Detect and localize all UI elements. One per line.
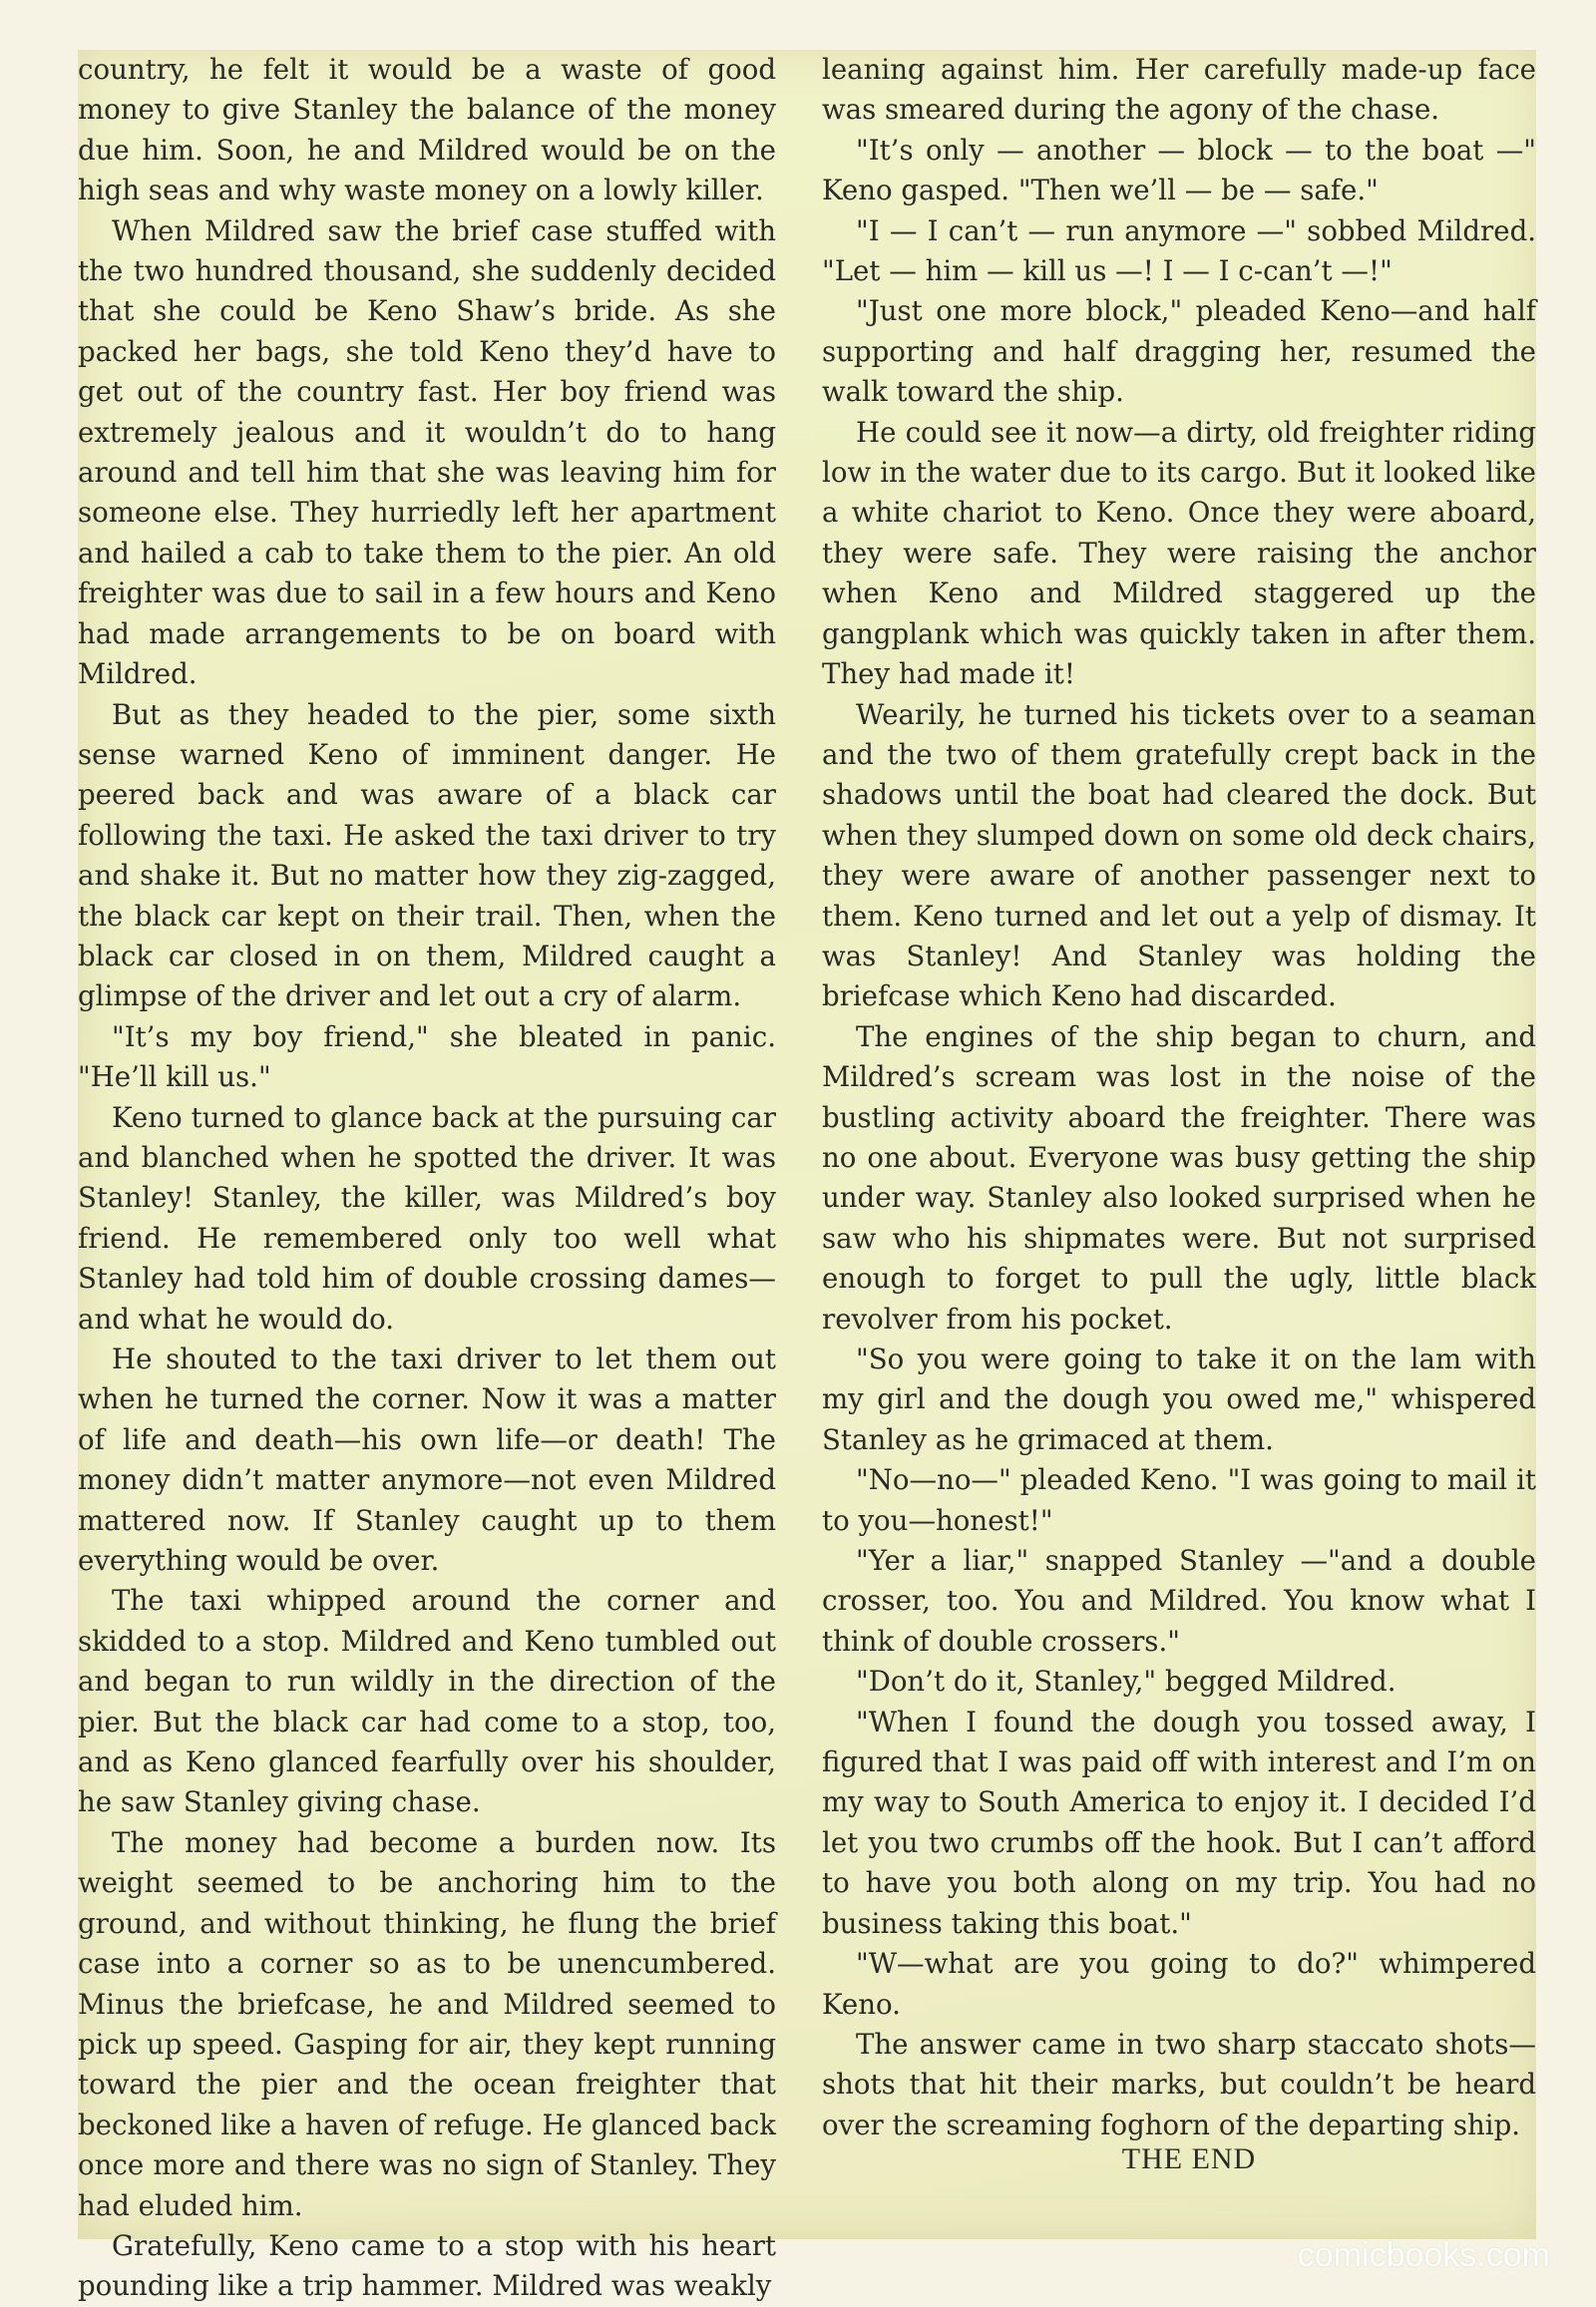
paragraph: country, he felt it would be a waste of good money to give Stanley the balance of the money due him. Soon, he and Mildred would be on the high seas and why waste money on a lowly killer. xyxy=(78,53,776,207)
paragraph: "It’s only — another — block — to the boat —" Keno gasped. "Then we’ll — be — safe." xyxy=(822,133,1536,207)
paragraph: The taxi whipped around the corner and skidded to a stop. Mildred and Keno tumbled out and began to run wildly in the direction of the pier. But the black car had come to a stop, too, and as Keno glanced fearfully over his shoulder, he saw Stanley giving chase. xyxy=(78,1584,776,1819)
paragraph: The money had become a burden now. Its weight seemed to be anchoring him to the ground, and without thinking, he flung the brief case into a corner so as to be unencumbered. Minus the briefcase, he and Mildred seemed to pick up speed. Gasping for air, they kept running toward the pier and the ocean freighter that beckoned like a haven of refuge. He glanced back once more and there was no sign of Stanley. They had eluded him. xyxy=(78,1825,776,2222)
paragraph: The answer came in two sharp staccato shots—shots that hit their marks, but couldn’t be heard over the screaming foghorn of the departing ship. xyxy=(822,2027,1536,2141)
right-column xyxy=(822,50,1536,2145)
paragraph: "It’s my boy friend," she bleated in panic. "He’ll kill us." xyxy=(78,1019,776,1094)
paragraph: "Don’t do it, Stanley," begged Mildred. xyxy=(856,1665,1396,1699)
site-watermark: comicbooks.com xyxy=(1297,2236,1550,2274)
paragraph: "Yer a liar," snapped Stanley —"and a double crosser, too. You and Mildred. You know what I think of double crossers." xyxy=(822,1544,1536,1658)
paragraph: "I — I can’t — run anymore —" sobbed Mildred. "Let — him — kill us —! I — I c-can’t —!" xyxy=(822,213,1536,288)
paragraph: "So you were going to take it on the lam with my girl and the dough you owed me," whispered Stanley as he grimaced at them. xyxy=(822,1343,1536,1456)
the-end-label: THE END xyxy=(1121,2142,1257,2175)
paragraph: He could see it now—a dirty, old freighter riding low in the water due to its cargo. But it looked like a white chariot to Keno. Once they were aboard, they were safe. They were raising the anchor when Keno and Mildred staggered up the gangplank which was quickly taken in after them. They had made it! xyxy=(822,415,1536,691)
paragraph: The engines of the ship began to churn, and Mildred’s scream was lost in the noise of the bustling activity aboard the freighter. There was no one about. Everyone was busy getting the ship under way. Stanley also looked surprised when he saw who his shipmates were. But not surprised enough to forget to pull the ugly, little black revolver from his pocket. xyxy=(822,1019,1536,1336)
paragraph: He shouted to the taxi driver to let them out when he turned the corner. Now it was a matter of life and death—his own life—or death! The money didn’t matter anymore—not even Mildred mattered now. If Stanley caught up to them everything would be over. xyxy=(78,1343,776,1578)
paragraph: "W—what are you going to do?" whimpered Keno. xyxy=(822,1947,1536,2021)
paragraph: Gratefully, Keno came to a stop with his heart pounding like a trip hammer. Mildred was weakly xyxy=(78,2228,776,2303)
paragraph: "No—no—" pleaded Keno. "I was going to mail it to you—honest!" xyxy=(822,1463,1536,1537)
paragraph: But as they headed to the pier, some sixth sense warned Keno of imminent danger. He peered back and was aware of a black car following the taxi. He asked the taxi driver to try and shake it. But no matter how they zig-zagged, the black car kept on their trail. Then, when the black car closed in on them, Mildred caught a glimpse of the driver and let out a cry of alarm. xyxy=(78,697,776,1013)
paragraph: leaning against him. Her carefully made-up face was smeared during the agony of the chase. xyxy=(822,53,1536,127)
paragraph: When Mildred saw the brief case stuffed with the two hundred thousand, she suddenly decided that she could be Keno Shaw’s bride. As she packed her bags, she told Keno they’d have to get out of the country fast. Her boy friend was extremely jealous and it wouldn’t do to hang around and tell him that she was leaving him for someone else. They hurriedly left her apartment and hailed a cab to take them to the pier. An old freighter was due to sail in a few hours and Keno had made arrangements to be on board with Mildred. xyxy=(78,213,776,691)
paragraph: Wearily, he turned his tickets over to a seaman and the two of them gratefully crept back in the shadows until the boat had cleared the dock. But when they slumped down on some old deck chairs, they were aware of another passenger next to them. Keno turned and let out a yelp of dismay. It was Stanley! And Stanley was holding the briefcase which Keno had discarded. xyxy=(822,697,1536,1013)
paragraph: "Just one more block," pleaded Keno—and half supporting and half dragging her, resumed the walk toward the ship. xyxy=(822,294,1536,409)
left-column xyxy=(78,50,776,2307)
paragraph: Keno turned to glance back at the pursuing car and blanched when he spotted the driver. It was Stanley! Stanley, the killer, was Mildred’s boy friend. He remembered only too well what Stanley had told him of double crossing dames—and what he would do. xyxy=(78,1100,776,1336)
paragraph: "When I found the dough you tossed away, I figured that I was paid off with interest and I’m on my way to South America to enjoy it. I decided I’d let you two crumbs off the hook. But I can’t afford to have you both along on my trip. You had no business taking this boat." xyxy=(822,1705,1536,1940)
